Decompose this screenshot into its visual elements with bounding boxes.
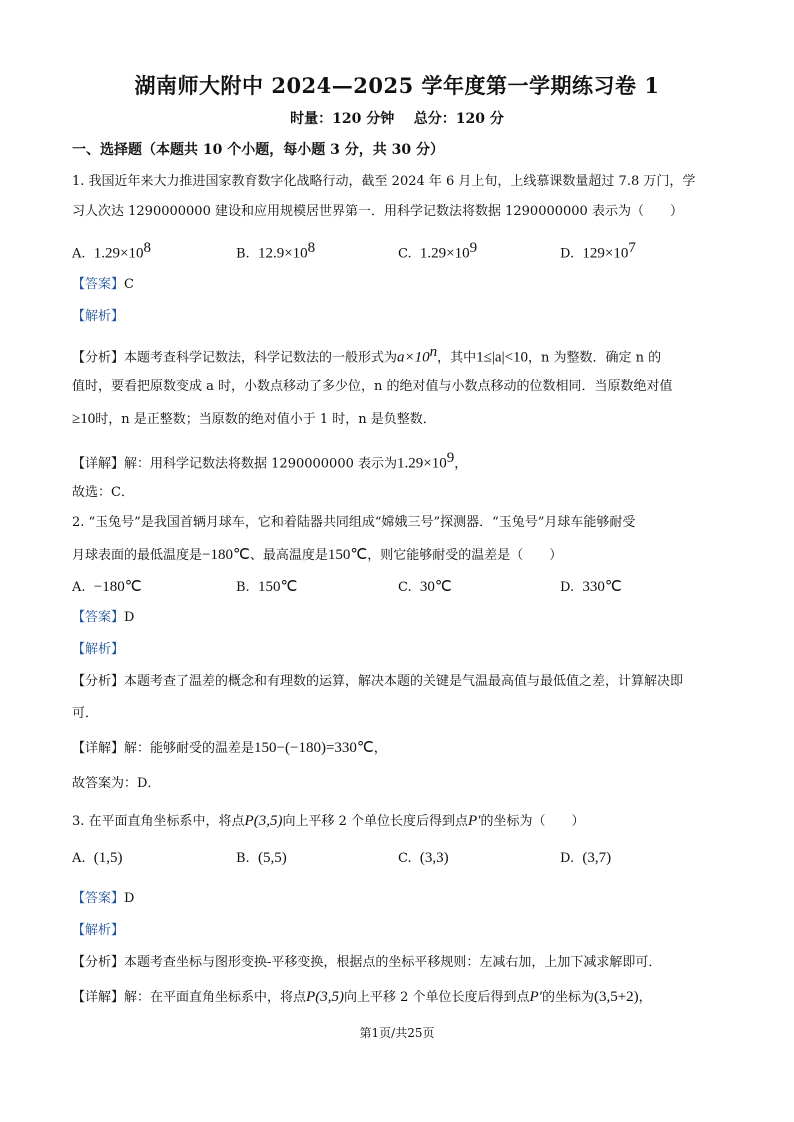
q2-fenxi-line1: 【分析】本题考查了温差的概念和有理数的运算，解决本题的关键是气温最高值与最低值之差，计算解决即 — [72, 674, 684, 689]
q2-option-c: C. 30℃ — [398, 579, 452, 595]
q1-option-d: D. $129\times 10^7$ — [560, 240, 636, 262]
q3-option-a: A. (1,5) — [72, 850, 123, 866]
q3-stem: 3. 在平面直角坐标系中，将点P(3,5)向上平移 2 个单位长度后得到点P′的坐标为（ ） — [72, 813, 585, 829]
q2-analysis-label: 【解析】 — [72, 642, 125, 657]
q2-option-a: A. −180℃ — [72, 579, 142, 595]
q2-stem-line2: 月球表面的最低温度是−180℃、最高温度是150℃，则它能够耐受的温差是（ ） — [72, 547, 563, 563]
q1-answer: 【答案】C — [72, 277, 134, 292]
q3-answer: 【答案】D — [72, 891, 135, 906]
q2-fenxi-line2: 可． — [72, 706, 99, 721]
q3-option-c: C. (3,3) — [398, 850, 449, 866]
q1-fenxi-line2: 值时，要看把原数变成 a 时，小数点移动了多少位，n 的绝对值与小数点移动的位数相同．当原数绝对值 — [72, 379, 673, 394]
q1-option-c: C. $1.29\times 10^9$ — [398, 240, 478, 262]
q1-fenxi-line3: ≥10时，n 是正整数；当原数的绝对值小于 1 时，n 是负整数． — [72, 411, 436, 427]
q2-option-d: D. 330℃ — [560, 579, 622, 595]
q3-analysis-label: 【解析】 — [72, 923, 125, 938]
q3-fenxi: 【分析】本题考查坐标与图形变换-平移变换，根据点的坐标平移规则：左减右加，上加下减求解即可． — [72, 955, 662, 970]
q1-xiangjie: 【详解】解：用科学记数法将数据 1290000000 表示为$1.29\times 10^9$， — [72, 450, 468, 472]
q2-stem-line1: 2. “玉兔号”是我国首辆月球车，它和着陆器共同组成“嫦娥三号”探测器．“玉兔号”月球车能够耐受 — [72, 515, 636, 530]
q3-option-b: B. (5,5) — [236, 850, 287, 866]
q2-option-b: B. 150℃ — [236, 579, 298, 595]
q1-result: 故选：C． — [72, 485, 134, 500]
q3-xiangjie: 【详解】解：在平面直角坐标系中，将点P(3,5)向上平移 2 个单位长度后得到点P′的坐标为(3,5+2)， — [72, 989, 652, 1005]
q1-option-b: B. $12.9\times 10^8$ — [236, 240, 316, 262]
q1-analysis-label: 【解析】 — [72, 309, 125, 324]
q1-fenxi-line1: 【分析】本题考查科学记数法，科学记数法的一般形式为$a\times 10^n$，其中1≤|a|<10，n 为整数．确定 n 的 — [72, 344, 662, 366]
page-footer: 第1页/共25页 — [359, 1026, 435, 1040]
q1-option-a: A. $1.29\times 10^8$ — [72, 240, 152, 262]
section-heading: 一、选择题（本题共 10 个小题，每小题 3 分，共 30 分） — [72, 142, 444, 158]
q2-answer: 【答案】D — [72, 610, 135, 625]
q2-result: 故答案为：D． — [72, 776, 161, 791]
q2-xiangjie: 【详解】解：能够耐受的温差是150−(−180)=330℃， — [72, 740, 387, 756]
q1-stem-line1: 1. 我国近年来大力推进国家教育数字化战略行动，截至 2024 年 6 月上旬，上线慕课数量超过 7.8 万门，学 — [72, 174, 696, 189]
exam-info: 时量：120 分钟 总分：120 分 — [290, 111, 504, 127]
q3-option-d: D. (3,7) — [560, 850, 612, 866]
page-title: 湖南师大附中 2024—2025 学年度第一学期练习卷 1 — [134, 73, 660, 98]
q1-stem-line2: 习人次达 1290000000 建设和应用规模居世界第一．用科学记数法将数据 1290000000 表示为（ ） — [72, 204, 683, 219]
